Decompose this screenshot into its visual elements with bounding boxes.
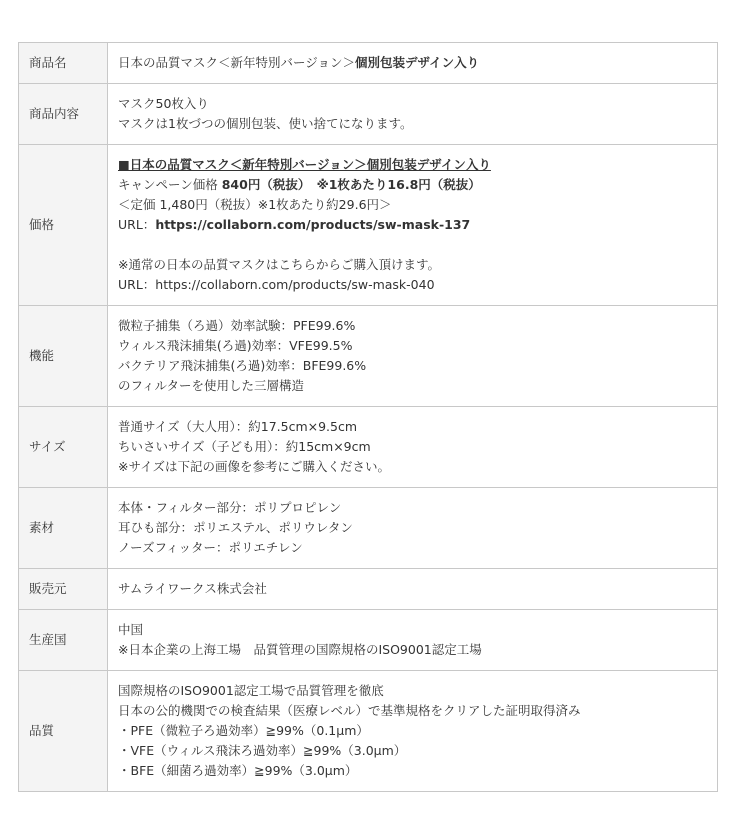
- spec-line: バクテリア飛沫捕集(ろ過)効率：BFE99.6%: [118, 358, 367, 373]
- spec-line: 微粒子捕集（ろ過）効率試験：PFE99.6%: [118, 318, 356, 333]
- spec-label: 品質: [19, 671, 108, 792]
- spec-label: 生産国: [19, 610, 108, 671]
- product-spec-table: [18, 42, 718, 792]
- campaign-price-value: 840円（税抜） ※1枚あたり16.8円（税抜）: [221, 177, 481, 192]
- spec-line: 日本の公的機関での検査結果（医療レベル）で基準規格をクリアした証明取得済み: [118, 703, 581, 718]
- spec-line: ちいさいサイズ（子ども用）：約15cm×9cm: [118, 439, 371, 454]
- spec-label: 販売元: [19, 569, 108, 610]
- spec-label: 素材: [19, 488, 108, 569]
- spec-line: 中国: [118, 622, 144, 637]
- regular-mask-note: ※通常の日本の品質マスクはこちらからご購入頂けます。: [118, 257, 440, 272]
- spec-value: [108, 306, 718, 407]
- spec-row-function: [19, 306, 718, 407]
- spec-line: マスクは1枚づつの個別包装、使い捨てになります。: [118, 116, 413, 131]
- spec-line: ノーズフィッター：ポリエチレン: [118, 540, 303, 555]
- regular-mask-url-link[interactable]: URL：https://collaborn.com/products/sw-mask-040: [118, 277, 435, 292]
- spec-label: 商品名: [19, 43, 108, 84]
- spec-row-product-name: [19, 43, 718, 84]
- spec-label: 商品内容: [19, 84, 108, 145]
- spec-row-seller: [19, 569, 718, 610]
- spec-label: 機能: [19, 306, 108, 407]
- spec-row-contents: [19, 84, 718, 145]
- blank-line: [118, 235, 707, 255]
- product-name-bold: 個別包装デザイン入り: [355, 55, 480, 70]
- campaign-price-label: キャンペーン価格: [118, 177, 222, 192]
- spec-label: サイズ: [19, 407, 108, 488]
- price-heading: ■日本の品質マスク＜新年特別バージョン＞個別包装デザイン入り: [118, 157, 491, 172]
- spec-line: サムライワークス株式会社: [118, 581, 267, 596]
- product-name-main: 日本の品質マスク＜新年特別バージョン＞: [118, 55, 356, 70]
- spec-label: 価格: [19, 145, 108, 306]
- spec-value: [108, 43, 718, 84]
- spec-line: ※サイズは下記の画像を参考にご購入ください。: [118, 459, 390, 474]
- spec-line: のフィルターを使用した三層構造: [118, 378, 305, 393]
- spec-row-quality: [19, 671, 718, 792]
- spec-line: ※日本企業の上海工場 品質管理の国際規格のISO9001認定工場: [118, 642, 482, 657]
- spec-row-size: [19, 407, 718, 488]
- spec-line: 本体・フィルター部分：ポリプロピレン: [118, 500, 342, 515]
- spec-line: ・VFE（ウィルス飛沫ろ過効率）≧99%（3.0μm）: [118, 743, 407, 758]
- spec-line: マスク50枚入り: [118, 96, 209, 111]
- product-url-line: [118, 215, 707, 235]
- product-name: [118, 53, 707, 73]
- spec-row-price: [19, 145, 718, 306]
- spec-line: ウィルス飛沫捕集(ろ過)効率：VFE99.5%: [118, 338, 353, 353]
- spec-row-origin: [19, 610, 718, 671]
- spec-line: ・PFE（微粒子ろ過効率）≧99%（0.1μm）: [118, 723, 369, 738]
- spec-value: [108, 610, 718, 671]
- spec-row-material: [19, 488, 718, 569]
- spec-value: [108, 569, 718, 610]
- spec-value: [108, 407, 718, 488]
- spec-value: [108, 671, 718, 792]
- spec-value: [108, 145, 718, 306]
- spec-value: [108, 84, 718, 145]
- spec-line: 国際規格のISO9001認定工場で品質管理を徹底: [118, 683, 384, 698]
- spec-line: 耳ひも部分：ポリエステル、ポリウレタン: [118, 520, 353, 535]
- product-url-link[interactable]: https://collaborn.com/products/sw-mask-137: [155, 217, 471, 232]
- spec-value: [108, 488, 718, 569]
- regular-price: ＜定価 1,480円（税抜）※1枚あたり約29.6円＞: [118, 197, 392, 212]
- spec-line: ・BFE（細菌ろ過効率）≧99%（3.0μm）: [118, 763, 358, 778]
- campaign-price-line: [118, 175, 707, 195]
- url-label: URL：: [118, 217, 156, 232]
- spec-line: 普通サイズ（大人用）：約17.5cm×9.5cm: [118, 419, 358, 434]
